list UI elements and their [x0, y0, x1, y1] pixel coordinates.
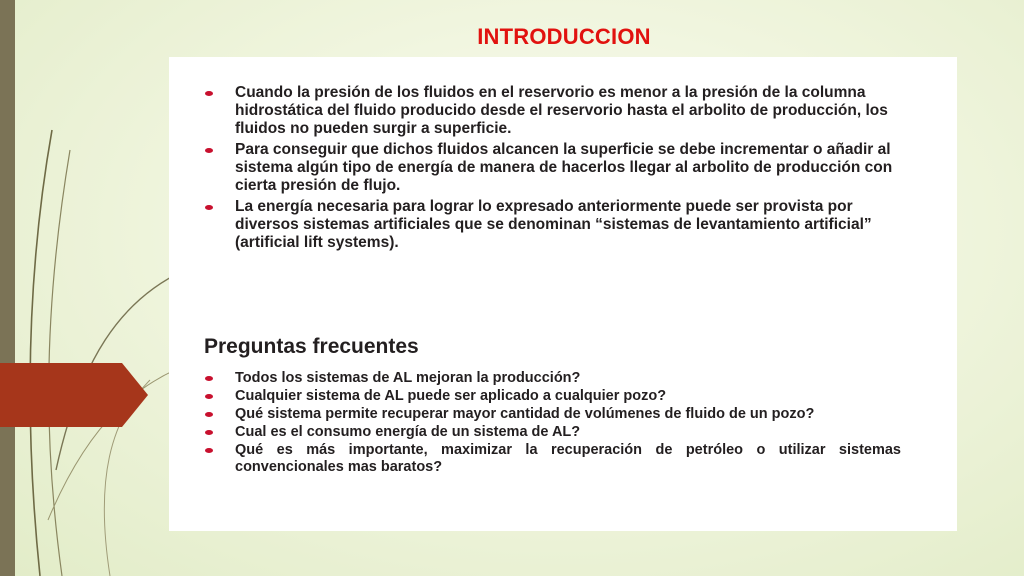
intro-bullet-list [169, 84, 957, 255]
bullet-dot-icon [205, 91, 213, 96]
bullet-dot-icon [205, 430, 213, 435]
red-arrow-tab [0, 363, 148, 427]
faq-bullet: Qué es más importante, maximizar la recuperación de petróleo o utilizar sistemas convencionales mas baratos? [169, 442, 957, 476]
bullet-dot-icon [205, 394, 213, 399]
intro-bullet: Para conseguir que dichos fluidos alcancen la superficie se debe incrementar o añadir al sistema algún tipo de energía de manera de hacerlos llegar al arbolito de producción con cierta presión de flujo. [169, 141, 957, 195]
slide-title: INTRODUCCION [477, 24, 651, 49]
document-image [169, 57, 957, 531]
faq-bullet: Cual es el consumo energía de un sistema de AL? [169, 424, 957, 441]
bullet-dot-icon [205, 148, 213, 153]
bullet-dot-icon [205, 448, 213, 453]
faq-bullet-list [169, 370, 957, 477]
bullet-dot-icon [205, 205, 213, 210]
intro-bullet: Cuando la presión de los fluidos en el reservorio es menor a la presión de la columna hidrostática del fluido producido desde el reservorio hasta el arbolito de producción, los fluidos no pueden surgir a superficie. [169, 84, 957, 138]
bullet-dot-icon [205, 376, 213, 381]
faq-bullet: Qué sistema permite recuperar mayor cantidad de volúmenes de fluido de un pozo? [169, 406, 957, 423]
faq-bullet: Cualquier sistema de AL puede ser aplicado a cualquier pozo? [169, 388, 957, 405]
faq-bullet: Todos los sistemas de AL mejoran la producción? [169, 370, 957, 387]
bullet-dot-icon [205, 412, 213, 417]
faq-heading: Preguntas frecuentes [204, 335, 419, 358]
intro-bullet: La energía necesaria para lograr lo expresado anteriormente puede ser provista por diversos sistemas artificiales que se denominan “sistemas de levantamiento artificial” (artificial lift systems). [169, 198, 957, 252]
